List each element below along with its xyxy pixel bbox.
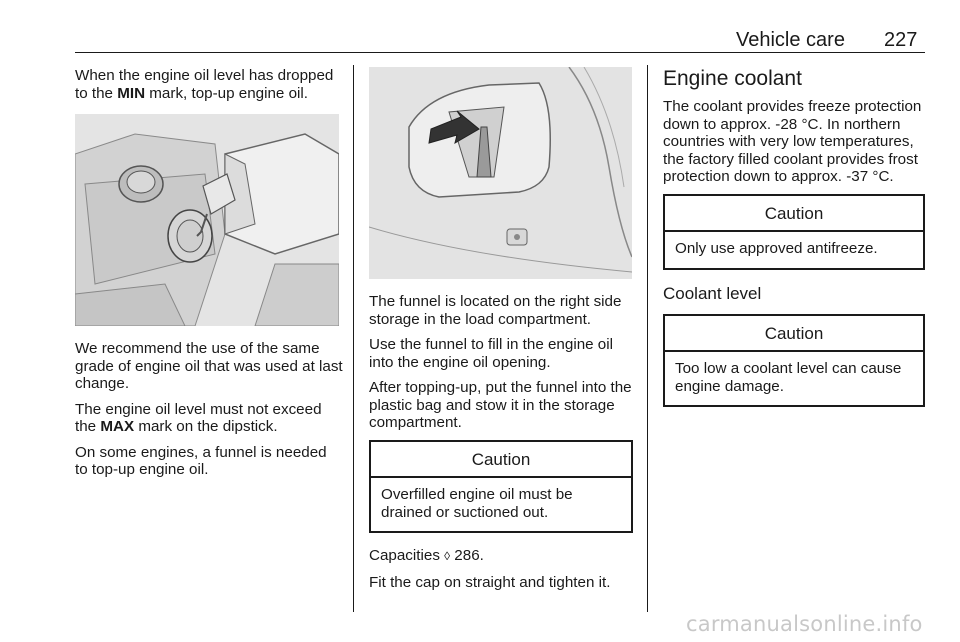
cross-reference-icon: ◊ bbox=[444, 549, 451, 563]
engine-oil-topup-illustration bbox=[75, 114, 339, 326]
caution-title: Caution bbox=[665, 316, 923, 353]
caution-text: Only use approved antifreeze. bbox=[675, 240, 878, 257]
paragraph-capacities: Capacities ◊ 286. bbox=[369, 547, 484, 564]
paragraph-stow-funnel: After topping-up, put the funnel into the plastic bag and stow it in the storage compartment. bbox=[369, 379, 632, 431]
watermark: carmanualsonline.info bbox=[686, 612, 923, 636]
column-3 bbox=[663, 67, 925, 407]
paragraph-oil-grade: We recommend the use of the same grade of engine oil that was used at last change. bbox=[75, 340, 343, 392]
funnel-storage-illustration bbox=[369, 67, 632, 279]
paragraph-funnel-needed: On some engines, a funnel is needed to top-up engine oil. bbox=[75, 443, 327, 478]
caution-text: Overfilled engine oil must be drained or suctioned out. bbox=[381, 486, 573, 521]
column-divider-right bbox=[647, 65, 648, 612]
page-number: 227 bbox=[884, 29, 918, 51]
paragraph-min-mark: When the engine oil level has dropped to the MIN mark, top-up engine oil. bbox=[75, 67, 334, 102]
caution-box-antifreeze bbox=[663, 194, 925, 270]
section-heading-engine-coolant: Engine coolant bbox=[663, 67, 802, 90]
header-rule bbox=[75, 52, 925, 53]
paragraph-max-mark: The engine oil level must not exceed the MAX mark on the dipstick. bbox=[75, 400, 322, 435]
caution-box-overfilled bbox=[369, 440, 633, 534]
caution-title: Caution bbox=[371, 442, 631, 479]
column-1 bbox=[75, 67, 343, 487]
paragraph-coolant-protection: The coolant provides freeze protection down to approx. -28 °C. In northern countries with very low temperatures, the factory filled coolant provides frost protection down to approx. -37 °C. bbox=[663, 98, 922, 185]
caution-text: Too low a coolant level can cause engine damage. bbox=[675, 360, 902, 395]
column-2 bbox=[369, 67, 633, 599]
paragraph-fit-cap: Fit the cap on straight and tighten it. bbox=[369, 573, 611, 591]
min-mark-term: MIN bbox=[117, 84, 146, 102]
max-mark-term: MAX bbox=[100, 418, 135, 435]
subheading-coolant-level: Coolant level bbox=[663, 283, 762, 303]
paragraph-funnel-location: The funnel is located on the right side storage in the load compartment. bbox=[369, 293, 622, 328]
running-header-title: Vehicle care bbox=[736, 29, 845, 51]
paragraph-use-funnel: Use the funnel to fill in the engine oil into the engine oil opening. bbox=[369, 336, 614, 371]
caution-title: Caution bbox=[665, 196, 923, 233]
caution-box-coolant-level bbox=[663, 314, 925, 408]
column-divider-left bbox=[353, 65, 354, 612]
